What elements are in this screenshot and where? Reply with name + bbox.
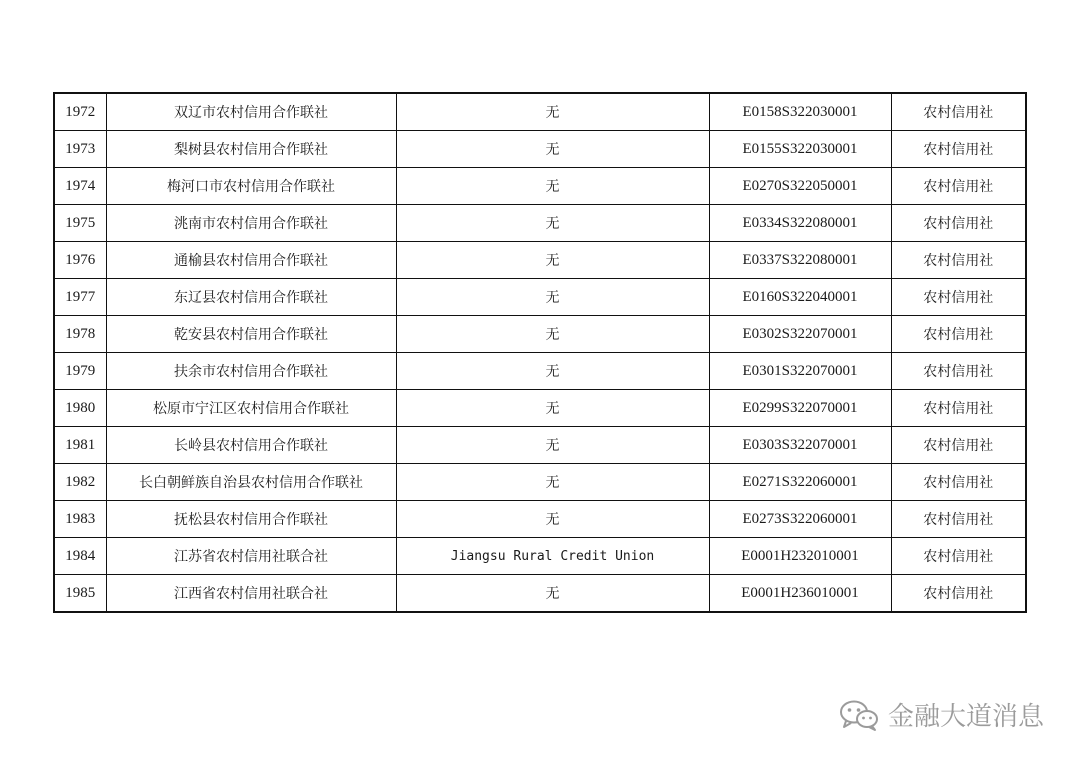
cell-english-name: 无 [396, 464, 709, 501]
table-row [54, 168, 1026, 205]
cell-number: 1974 [54, 168, 106, 205]
cell-institution-code: E0303S322070001 [709, 427, 891, 464]
cell-institution-type: 农村信用社 [891, 279, 1026, 316]
cell-institution-type: 农村信用社 [891, 501, 1026, 538]
cell-number: 1979 [54, 353, 106, 390]
cell-institution-type: 农村信用社 [891, 353, 1026, 390]
institution-table [53, 92, 1027, 613]
cell-english-name: 无 [396, 93, 709, 131]
cell-english-name: 无 [396, 501, 709, 538]
cell-institution-code: E0158S322030001 [709, 93, 891, 131]
table-row [54, 464, 1026, 501]
cell-institution-code: E0302S322070001 [709, 316, 891, 353]
cell-number: 1977 [54, 279, 106, 316]
cell-institution-type: 农村信用社 [891, 427, 1026, 464]
table-row [54, 538, 1026, 575]
cell-institution-code: E0299S322070001 [709, 390, 891, 427]
wechat-icon [838, 698, 880, 732]
table-row [54, 427, 1026, 464]
table-row [54, 353, 1026, 390]
cell-number: 1975 [54, 205, 106, 242]
cell-number: 1984 [54, 538, 106, 575]
table-row [54, 131, 1026, 168]
cell-institution-name: 梅河口市农村信用合作联社 [106, 168, 396, 205]
cell-english-name: 无 [396, 168, 709, 205]
cell-institution-name: 扶余市农村信用合作联社 [106, 353, 396, 390]
cell-institution-code: E0270S322050001 [709, 168, 891, 205]
cell-institution-name: 东辽县农村信用合作联社 [106, 279, 396, 316]
cell-institution-code: E0001H236010001 [709, 575, 891, 613]
cell-english-name: 无 [396, 242, 709, 279]
cell-institution-type: 农村信用社 [891, 131, 1026, 168]
cell-institution-type: 农村信用社 [891, 93, 1026, 131]
cell-english-name: 无 [396, 427, 709, 464]
table-row [54, 575, 1026, 613]
cell-english-name: 无 [396, 575, 709, 613]
cell-institution-type: 农村信用社 [891, 168, 1026, 205]
cell-institution-type: 农村信用社 [891, 464, 1026, 501]
cell-number: 1982 [54, 464, 106, 501]
cell-number: 1976 [54, 242, 106, 279]
cell-institution-name: 梨树县农村信用合作联社 [106, 131, 396, 168]
table-row [54, 316, 1026, 353]
table-row [54, 501, 1026, 538]
cell-institution-type: 农村信用社 [891, 538, 1026, 575]
table-row [54, 279, 1026, 316]
table-row [54, 205, 1026, 242]
table-row [54, 242, 1026, 279]
cell-institution-type: 农村信用社 [891, 575, 1026, 613]
cell-institution-name: 乾安县农村信用合作联社 [106, 316, 396, 353]
cell-institution-name: 松原市宁江区农村信用合作联社 [106, 390, 396, 427]
table-body [54, 93, 1026, 612]
cell-institution-name: 江苏省农村信用社联合社 [106, 538, 396, 575]
cell-english-name: 无 [396, 205, 709, 242]
cell-institution-name: 长白朝鲜族自治县农村信用合作联社 [106, 464, 396, 501]
cell-institution-code: E0001H232010001 [709, 538, 891, 575]
cell-english-name: Jiangsu Rural Credit Union [396, 538, 709, 575]
watermark-text: 金融大道消息 [887, 702, 1044, 732]
table-row [54, 390, 1026, 427]
cell-number: 1981 [54, 427, 106, 464]
cell-number: 1972 [54, 93, 106, 131]
cell-number: 1983 [54, 501, 106, 538]
cell-institution-type: 农村信用社 [891, 242, 1026, 279]
cell-institution-name: 洮南市农村信用合作联社 [106, 205, 396, 242]
cell-english-name: 无 [396, 390, 709, 427]
cell-institution-name: 抚松县农村信用合作联社 [106, 501, 396, 538]
cell-institution-type: 农村信用社 [891, 316, 1026, 353]
cell-institution-name: 长岭县农村信用合作联社 [106, 427, 396, 464]
cell-number: 1973 [54, 131, 106, 168]
cell-number: 1978 [54, 316, 106, 353]
cell-english-name: 无 [396, 316, 709, 353]
cell-english-name: 无 [396, 131, 709, 168]
cell-english-name: 无 [396, 353, 709, 390]
cell-institution-code: E0334S322080001 [709, 205, 891, 242]
cell-institution-code: E0273S322060001 [709, 501, 891, 538]
cell-institution-type: 农村信用社 [891, 390, 1026, 427]
cell-institution-code: E0337S322080001 [709, 242, 891, 279]
cell-institution-code: E0301S322070001 [709, 353, 891, 390]
cell-institution-code: E0271S322060001 [709, 464, 891, 501]
cell-institution-code: E0160S322040001 [709, 279, 891, 316]
watermark [838, 696, 1044, 733]
cell-institution-name: 双辽市农村信用合作联社 [106, 93, 396, 131]
cell-institution-name: 江西省农村信用社联合社 [106, 575, 396, 613]
cell-institution-code: E0155S322030001 [709, 131, 891, 168]
cell-number: 1985 [54, 575, 106, 613]
cell-institution-name: 通榆县农村信用合作联社 [106, 242, 396, 279]
cell-english-name: 无 [396, 279, 709, 316]
table-row [54, 93, 1026, 131]
cell-number: 1980 [54, 390, 106, 427]
cell-institution-type: 农村信用社 [891, 205, 1026, 242]
